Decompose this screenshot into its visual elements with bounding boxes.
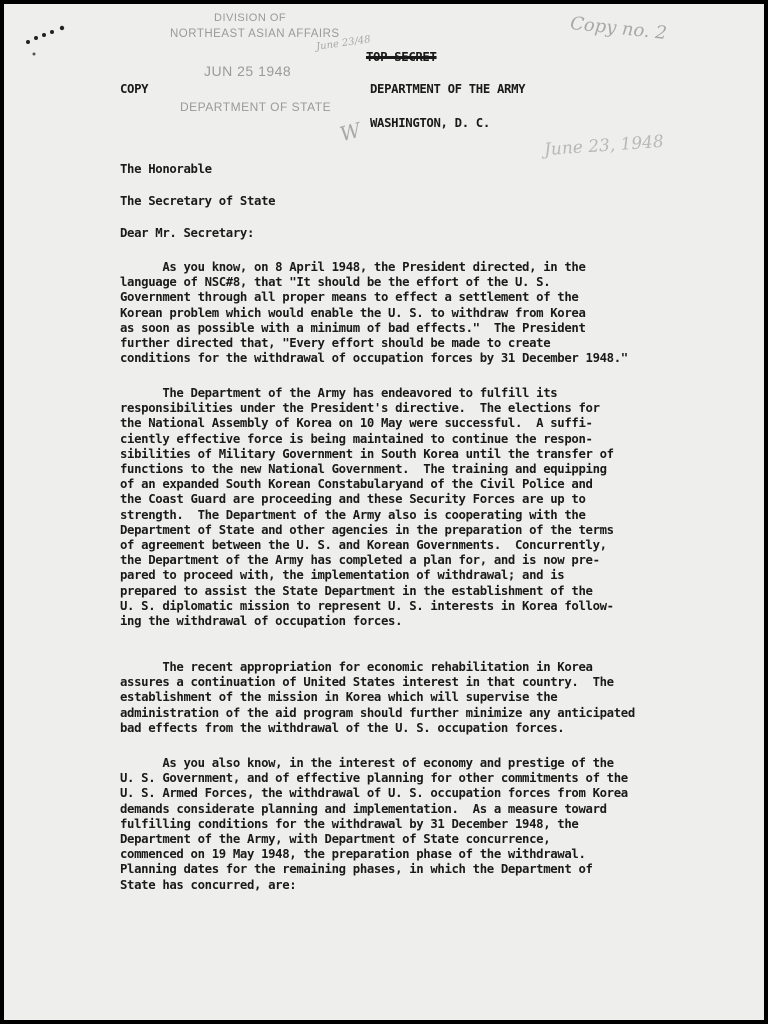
handwritten-copy-number: Copy no. 2 bbox=[569, 12, 668, 45]
city-heading: WASHINGTON, D. C. bbox=[370, 116, 490, 130]
classification-marking: TOP SECRET bbox=[366, 50, 437, 64]
division-stamp-line1: DIVISION OF bbox=[214, 12, 287, 24]
date-stamp: JUN 25 1948 bbox=[204, 63, 292, 79]
body-paragraph-1: As you know, on 8 April 1948, the President directed, in the language of NSC#8, that "It should be the effort of the U. S. Government through all proper means to effect a settlement of the Korean problem which would enable the U. S. to withdraw from Korea as soon as possible with a minimum of bad effects." The President further directed that, "Every effort should be made to create conditions for the withdrawal of occupation forces by 31 December 1948." bbox=[120, 260, 628, 366]
body-paragraph-4: As you also know, in the interest of economy and prestige of the U. S. Government, and of effective planning for other commitments of the U. S. Armed Forces, the withdrawal of U. S. occupation forces from Korea demands considerate planning and implementation. As a measure toward fulfilling conditions for the withdrawal by 31 December 1948, the Department of the Army, with Department of State concurrence, commenced on 19 May 1948, the preparation phase of the withdrawal. Planning dates for the remaining phases, in which the Department of State has concurred, are: bbox=[120, 756, 628, 892]
division-stamp-line2: NORTHEAST ASIAN AFFAIRS bbox=[170, 28, 340, 40]
department-of-state-stamp: DEPARTMENT OF STATE bbox=[180, 100, 332, 114]
copy-label: COPY bbox=[120, 82, 149, 96]
handwritten-date: June 23, 1948 bbox=[543, 131, 665, 161]
body-paragraph-2: The Department of the Army has endeavored to fulfill its responsibilities under the President's directive. The elections for the National Assembly of Korea on 10 May were successful. A suffi- ciently effective force is being maintained to continue the respon- sibilities of Military Government in South Korea until the transfer of functions to the new National Government. The training and equipping of an expanded South Korean Constabularyand of the Civil Police and the Coast Guard are proceeding and these Security Forces are up to strength. The Department of the Army also is cooperating with the Department of State and other agencies in the preparation of the terms of agreement between the U. S. and Korean Governments. Concurrently, the Department of the Army has completed a plan for, and is now pre- pared to proceed with, the implementation of withdrawal; and is prepared to assist the State Department in the establishment of the U. S. diplomatic mission to represent U. S. interests in Korea follow- ing the withdrawal of occupation forces. bbox=[120, 386, 614, 629]
handwritten-margin-note: June 23/48 bbox=[315, 34, 372, 53]
document-page bbox=[4, 4, 764, 1020]
department-heading: DEPARTMENT OF THE ARMY bbox=[370, 82, 526, 96]
addressee-line2: The Secretary of State bbox=[120, 194, 276, 208]
salutation: Dear Mr. Secretary: bbox=[120, 226, 255, 240]
handwritten-initials: W bbox=[337, 117, 364, 147]
addressee-line1: The Honorable bbox=[120, 162, 212, 176]
corner-marks bbox=[22, 18, 72, 68]
body-paragraph-3: The recent appropriation for economic rehabilitation in Korea assures a continuation of United States interest in that country. The establishment of the mission in Korea which will supervise the administration of the aid program should further minimize any anticipated bad effects from the withdrawal of the U. S. occupation forces. bbox=[120, 660, 635, 735]
